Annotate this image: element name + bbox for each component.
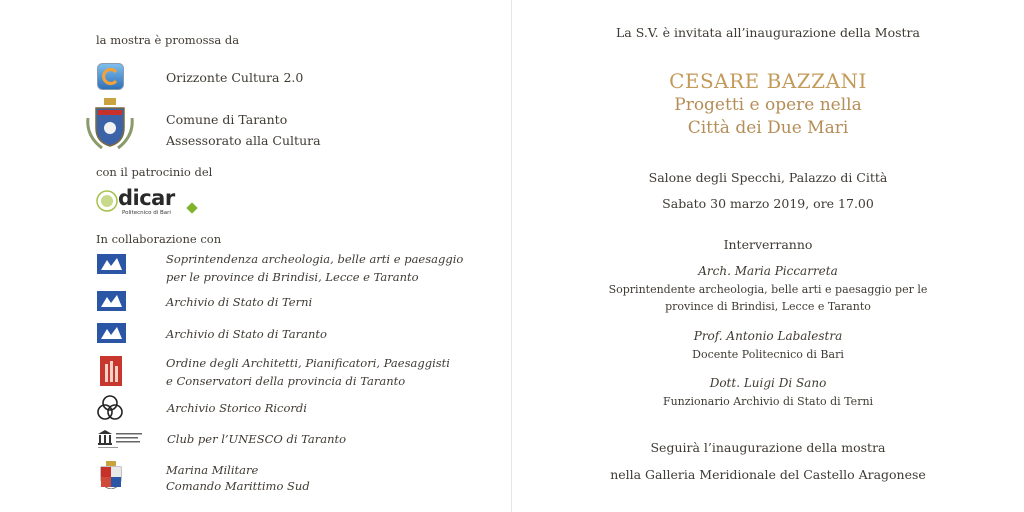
- dicar-seal-icon: [96, 190, 118, 212]
- architects-order-icon: [100, 356, 122, 386]
- collab-archivio-terni: Archivio di Stato di Terni: [166, 295, 313, 309]
- right-page: [512, 0, 1024, 512]
- promoter-orizzonte: Orizzonte Cultura 2.0: [166, 70, 304, 85]
- speakers-label: Interverranno: [723, 237, 813, 252]
- navy-coat-icon: [99, 461, 123, 489]
- green-diamond-icon: [186, 202, 198, 214]
- venue-text: Salone degli Specchi, Palazzo di Città: [648, 170, 888, 185]
- promoted-label: la mostra è promossa da: [96, 33, 240, 47]
- exhibition-subtitle-1: Progetti e opere nella: [674, 95, 862, 115]
- mibac-icon: [97, 254, 126, 274]
- dicar-subtitle: Politecnico di Bari: [122, 210, 171, 216]
- speaker-role: Soprintendente archeologia, belle arti e paesaggio per le: [608, 283, 928, 296]
- ricordi-archive-icon: [96, 394, 124, 422]
- collab-marina: Marina Militare: [166, 463, 259, 477]
- unesco-icon: [96, 428, 146, 450]
- mibac-icon: [97, 291, 126, 311]
- patronage-label: con il patrocinio del: [96, 165, 213, 179]
- collab-soprintendenza-2: per le province di Brindisi, Lecce e Taranto: [166, 270, 419, 284]
- taranto-coat-of-arms-icon: [82, 96, 138, 152]
- collab-architetti-2: e Conservatori della provincia di Taranto: [166, 374, 406, 388]
- exhibition-subtitle-2: Città dei Due Mari: [687, 118, 849, 138]
- exhibition-title: CESARE BAZZANI: [669, 69, 867, 93]
- dicar-wordmark: dicar: [118, 186, 175, 210]
- left-page: [0, 0, 511, 512]
- collab-ricordi: Archivio Storico Ricordi: [167, 401, 307, 415]
- invite-text: La S.V. è invitata all’inaugurazione della Mostra: [615, 25, 920, 40]
- promoter-assessorato: Assessorato alla Cultura: [166, 133, 321, 148]
- speaker-role: Funzionario Archivio di Stato di Terni: [662, 395, 874, 408]
- date-text: Sabato 30 marzo 2019, ore 17.00: [662, 196, 874, 211]
- collab-unesco: Club per l’UNESCO di Taranto: [167, 432, 347, 446]
- collab-archivio-taranto: Archivio di Stato di Taranto: [166, 327, 327, 341]
- speaker-name: Prof. Antonio Labalestra: [693, 329, 843, 343]
- promoter-comune: Comune di Taranto: [166, 112, 288, 127]
- speaker-name: Arch. Maria Piccarreta: [698, 264, 838, 278]
- collab-label: In collaborazione con: [96, 232, 222, 246]
- mibac-icon: [97, 323, 126, 343]
- speaker-role: province di Brindisi, Lecce e Taranto: [665, 300, 871, 313]
- collab-soprintendenza-1: Soprintendenza archeologia, belle arti e paesaggio: [166, 252, 464, 266]
- follow-text-2: nella Galleria Meridionale del Castello Aragonese: [610, 467, 926, 482]
- collab-comando: Comando Marittimo Sud: [166, 479, 310, 493]
- follow-text-1: Seguirà l’inaugurazione della mostra: [650, 440, 886, 455]
- dicar-logo: [96, 186, 206, 220]
- orizzonte-cultura-icon: [97, 63, 124, 90]
- speaker-name: Dott. Luigi Di Sano: [709, 376, 827, 390]
- speaker-role: Docente Politecnico di Bari: [692, 348, 844, 361]
- collab-architetti-1: Ordine degli Architetti, Pianificatori, Paesaggisti: [166, 356, 450, 370]
